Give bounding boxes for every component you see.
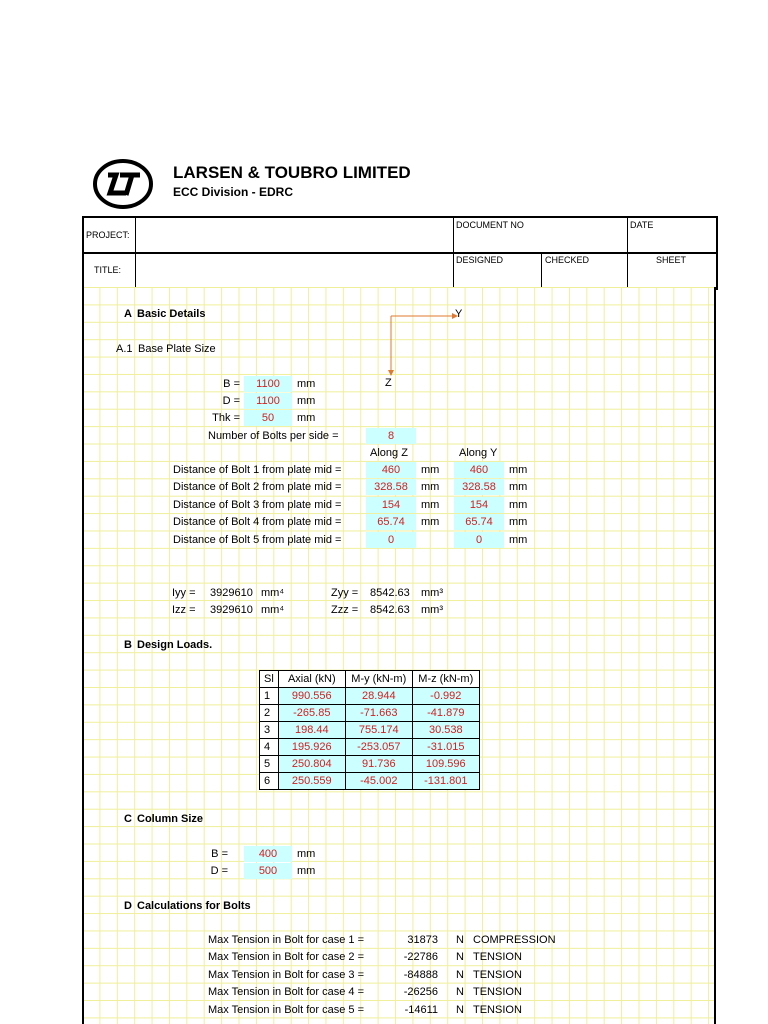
section-d-letter: D: [124, 900, 132, 912]
zyy-unit: mm³: [421, 587, 443, 599]
division-name: ECC Division - EDRC: [173, 185, 294, 199]
bolt-distance-y-value[interactable]: 328.58: [454, 479, 504, 495]
tension-unit: N: [456, 968, 464, 981]
table-row: [260, 739, 480, 756]
bolt-distance-label: Distance of Bolt 4 from plate mid =: [173, 516, 342, 529]
design-loads-header-row: [260, 671, 480, 688]
axis-y-label: Y: [455, 308, 463, 320]
checked-label: CHECKED: [545, 255, 590, 265]
plate-d-unit: mm: [297, 395, 316, 407]
bolt-distance-z-unit: mm: [421, 498, 440, 511]
title-label: TITLE:: [94, 265, 122, 275]
header-doc-divider: [453, 216, 454, 288]
tension-status: TENSION: [473, 951, 522, 964]
load-case-number: 2: [260, 705, 279, 722]
bolt-distance-y-unit: mm: [509, 481, 528, 494]
zyy-value: 8542.63: [370, 587, 410, 599]
axis-arrows: [386, 310, 466, 380]
mz-cell[interactable]: 30.538: [412, 722, 479, 739]
axial-cell[interactable]: 250.804: [278, 756, 345, 773]
sheet-right-border: [714, 287, 716, 1024]
header-label-divider: [135, 216, 136, 288]
tension-label: Max Tension in Bolt for case 5 =: [208, 1003, 365, 1016]
my-cell[interactable]: -253.057: [345, 739, 412, 756]
plate-d-value[interactable]: 1100: [244, 393, 292, 409]
bolt-distance-label: Distance of Bolt 3 from plate mid =: [173, 498, 342, 511]
column-b-value[interactable]: 400: [244, 846, 292, 862]
tension-unit: N: [456, 934, 464, 946]
mz-cell[interactable]: 109.596: [412, 756, 479, 773]
bolt-distance-z-value[interactable]: 65.74: [366, 514, 416, 530]
bolt-distance-label: Distance of Bolt 5 from plate mid =: [173, 533, 342, 546]
design-loads-table: [259, 670, 480, 790]
my-cell[interactable]: 755.174: [345, 722, 412, 739]
sheet-left-border: [82, 287, 84, 1024]
bolt-distance-y-unit: mm: [509, 498, 528, 511]
section-a-title: Basic Details: [137, 308, 206, 320]
plate-thk-unit: mm: [297, 412, 316, 424]
izz-unit: mm⁴: [261, 604, 285, 616]
column-d-unit: mm: [297, 865, 316, 877]
bolt-distance-z-unit: mm: [421, 464, 440, 476]
mz-cell[interactable]: -0.992: [412, 688, 479, 705]
load-case-number: 1: [260, 688, 279, 705]
bolts-per-side-label: Number of Bolts per side =: [208, 430, 339, 442]
bolt-distance-z-unit: mm: [421, 516, 440, 529]
tension-value: -84888: [403, 968, 438, 981]
load-case-number: 4: [260, 739, 279, 756]
section-a1-number: A.1: [116, 343, 133, 355]
worksheet-grid: [82, 287, 716, 1024]
tension-value: -26256: [403, 986, 438, 999]
mz-cell[interactable]: -41.879: [412, 705, 479, 722]
bolt-distance-z-value[interactable]: 154: [366, 497, 416, 513]
column-d-value[interactable]: 500: [244, 863, 292, 879]
axial-cell[interactable]: -265.85: [278, 705, 345, 722]
section-d-title: Calculations for Bolts: [137, 900, 251, 912]
tension-value: -14611: [404, 1003, 438, 1016]
col-sl: Sl: [260, 671, 279, 688]
column-d-label: D =: [210, 865, 228, 877]
document-no-label: DOCUMENT NO: [456, 220, 524, 230]
bolt-distance-y-value[interactable]: 154: [454, 497, 504, 513]
project-label: PROJECT:: [86, 230, 130, 240]
column-b-unit: mm: [297, 848, 316, 860]
plate-b-value[interactable]: 1100: [244, 376, 292, 392]
col-axial: Axial (kN): [278, 671, 345, 688]
plate-thk-label: Thk =: [212, 412, 240, 424]
sheet-label: SHEET: [656, 255, 687, 265]
section-a1-title: Base Plate Size: [138, 343, 216, 355]
zyy-label: Zyy =: [331, 587, 359, 599]
table-row: [260, 722, 480, 739]
my-cell[interactable]: 91.736: [345, 756, 412, 773]
plate-b-unit: mm: [297, 378, 316, 390]
my-cell[interactable]: 28.944: [345, 688, 412, 705]
table-row: [260, 688, 480, 705]
bolt-distance-z-value[interactable]: 328.58: [366, 479, 416, 495]
izz-label: Izz =: [172, 604, 196, 616]
col-my: M-y (kN-m): [345, 671, 412, 688]
section-c-title: Column Size: [137, 813, 204, 825]
column-b-label: B =: [211, 848, 228, 860]
bolt-distance-y-unit: mm: [509, 464, 528, 476]
zzz-unit: mm³: [421, 604, 443, 616]
my-cell[interactable]: -45.002: [345, 773, 412, 790]
tension-status: TENSION: [473, 968, 522, 981]
tension-unit: N: [456, 1003, 464, 1016]
designed-label: DESIGNED: [456, 255, 504, 265]
load-case-number: 6: [260, 773, 279, 790]
section-a-letter: A: [124, 308, 132, 320]
bolt-distance-label: Distance of Bolt 1 from plate mid =: [173, 464, 342, 476]
table-row: [260, 773, 480, 790]
axial-cell[interactable]: 198.44: [278, 722, 345, 739]
date-label: DATE: [630, 220, 654, 230]
section-c-letter: C: [124, 813, 132, 825]
tension-value: -22786: [403, 951, 438, 964]
axis-z-label: Z: [385, 377, 392, 389]
iyy-label: Iyy =: [172, 587, 196, 599]
col-mz: M-z (kN-m): [412, 671, 479, 688]
section-b-letter: B: [124, 639, 132, 651]
bolt-distance-label: Distance of Bolt 2 from plate mid =: [173, 481, 342, 494]
tension-label: Max Tension in Bolt for case 3 =: [208, 968, 365, 981]
tension-label: Max Tension in Bolt for case 1 =: [208, 934, 365, 946]
bolt-distance-y-value[interactable]: 65.74: [454, 514, 504, 530]
load-case-number: 3: [260, 722, 279, 739]
tension-status: TENSION: [473, 1003, 522, 1016]
axial-cell[interactable]: 250.559: [278, 773, 345, 790]
plate-thk-value[interactable]: 50: [244, 410, 292, 426]
bolt-distance-y-value[interactable]: 0: [454, 532, 504, 548]
iyy-unit: mm⁴: [261, 587, 285, 599]
header-date-divider: [627, 216, 628, 288]
bolt-distance-y-unit: mm: [509, 533, 528, 546]
bolt-distance-z-unit: mm: [421, 481, 440, 494]
axial-cell[interactable]: 990.556: [278, 688, 345, 705]
section-b-title: Design Loads.: [137, 639, 213, 651]
tension-unit: N: [456, 986, 464, 999]
table-row: [260, 705, 480, 722]
tension-label: Max Tension in Bolt for case 2 =: [208, 951, 365, 964]
tension-value: 31873: [407, 934, 438, 946]
mz-cell[interactable]: -131.801: [412, 773, 479, 790]
zzz-label: Zzz =: [331, 604, 359, 616]
lt-logo: [92, 157, 154, 211]
tension-label: Max Tension in Bolt for case 4 =: [208, 986, 365, 999]
company-name: LARSEN & TOUBRO LIMITED: [173, 163, 411, 182]
mz-cell[interactable]: -31.015: [412, 739, 479, 756]
table-row: [260, 756, 480, 773]
plate-b-label: B =: [223, 378, 240, 390]
bolt-distance-y-unit: mm: [509, 516, 528, 529]
along-z-header: Along Z: [370, 447, 408, 459]
plate-d-label: D =: [222, 395, 240, 407]
my-cell[interactable]: -71.663: [345, 705, 412, 722]
bolt-distance-z-value[interactable]: 460: [366, 462, 416, 478]
tension-status: COMPRESSION: [473, 934, 556, 946]
bolt-distance-y-value[interactable]: 460: [454, 462, 504, 478]
izz-value: 3929610: [210, 604, 253, 616]
load-case-number: 5: [260, 756, 279, 773]
iyy-value: 3929610: [210, 587, 253, 599]
header-checked-divider: [541, 252, 542, 288]
tension-unit: N: [456, 951, 464, 964]
tension-status: TENSION: [473, 986, 522, 999]
along-y-header: Along Y: [459, 447, 498, 459]
zzz-value: 8542.63: [370, 604, 410, 616]
axial-cell[interactable]: 195.926: [278, 739, 345, 756]
bolt-distance-z-value[interactable]: 0: [366, 532, 416, 548]
bolts-per-side-value[interactable]: 8: [366, 428, 416, 444]
header-divider: [82, 252, 716, 254]
